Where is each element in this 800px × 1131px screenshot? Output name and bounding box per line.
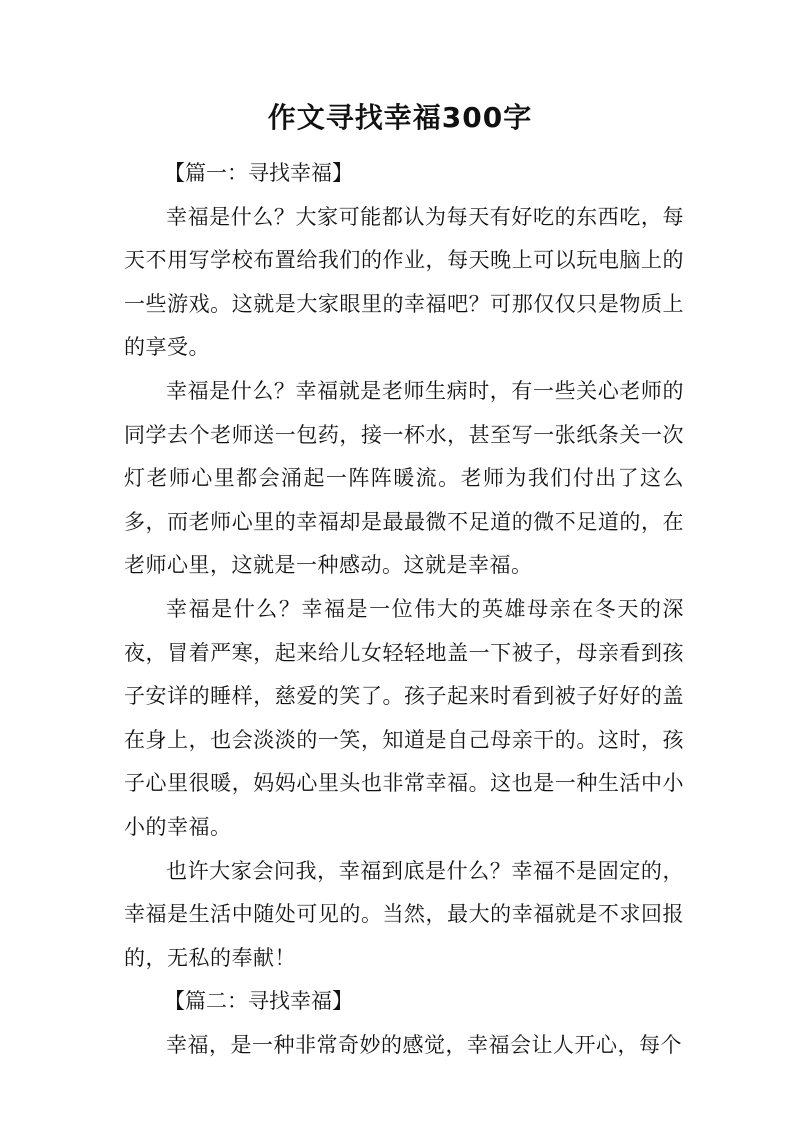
- paragraph: 幸福是什么？幸福就是老师生病时，有一些关心老师的同学去个老师送一包药，接一杯水，甚至写一张纸条关一次灯老师心里都会涌起一阵阵暖流。老师为我们付出了这么多，而老师心里的幸福却是最最微不足道的微不足道的，在老师心里，这就是一种感动。这就是幸福。: [124, 378, 684, 578]
- paragraph: 幸福是什么？幸福是一位伟大的英雄母亲在冬天的深夜，冒着严寒，起来给儿女轻轻地盖一下被子，母亲看到孩子安详的睡样，慈爱的笑了。孩子起来时看到被子好好的盖在身上，也会淡淡的一笑，知道是自己母亲干的。这时，孩子心里很暖，妈妈心里头也非常幸福。这也是一种生活中小小的幸福。: [124, 596, 684, 839]
- section-heading-2: 【篇二：寻找幸福】: [164, 989, 353, 1014]
- paragraph: 幸福，是一种非常奇妙的感觉，幸福会让人开心，每个: [166, 1032, 682, 1057]
- paragraph: 幸福是什么？大家可能都认为每天有好吃的东西吃，每天不用写学校布置给我们的作业，每天晚上可以玩电脑上的一些游戏。这就是大家眼里的幸福吧？可那仅仅只是物质上的享受。: [124, 204, 684, 360]
- document-title: 作文寻找幸福300字: [267, 101, 533, 134]
- section-heading-1: 【篇一：寻找幸福】: [164, 161, 353, 185]
- paragraph: 也许大家会问我，幸福到底是什么？幸福不是固定的，幸福是生活中随处可见的。当然，最大的幸福就是不求回报的，无私的奉献！: [124, 858, 684, 970]
- document-body: [124, 152, 684, 1067]
